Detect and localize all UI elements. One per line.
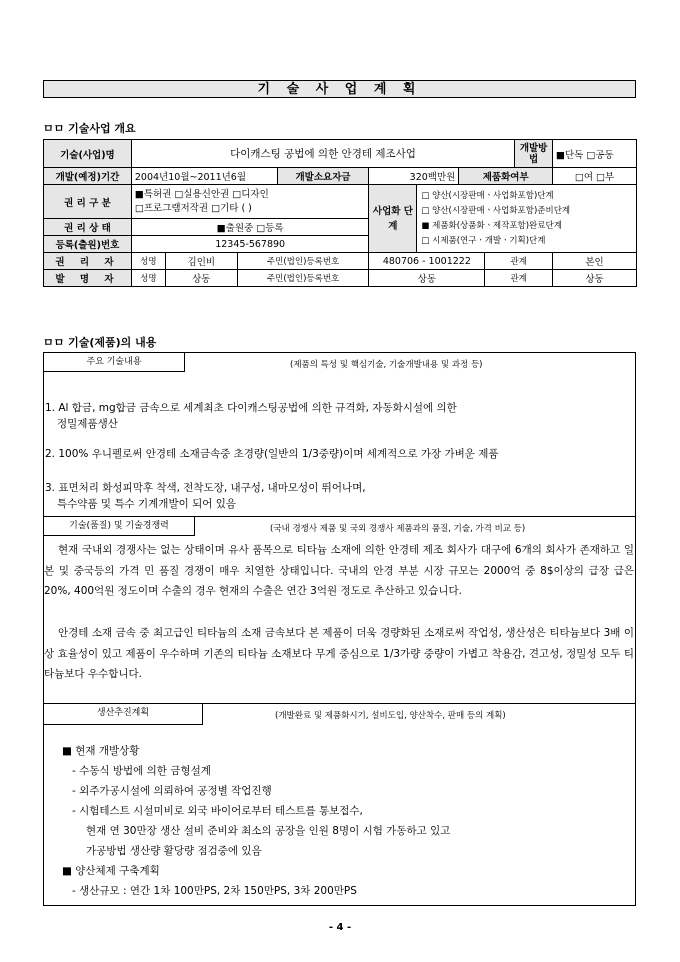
competitiveness-paragraph-1: 현재 국내외 경쟁사는 없는 상태이며 유사 품목으로 티타늄 소재에 의한 안경테 제조 회사가 대구에 6개의 회사가 존재하고 일본 및 중국등의 가격 민 품질 경쟁이 매우 치열한 상태입니다. 국내의 안경 부분 시장 규모는 2000억 중 8$이상의 급장 급은 20%, 400억원 정도이며 수출의 경우 현재의 수출은 연간 3억원 정도로 추산하고 있습니다. xyxy=(44,544,634,597)
reg-no-label: 등록(출원)번호 xyxy=(44,236,132,253)
production-line-6: 가공방법 생산량 활당량 점검중에 있음 xyxy=(86,845,262,857)
inventor-id: 상동 xyxy=(369,270,485,287)
production-note: (개발완료 및 제품화시기, 설비도입, 양산착수, 판매 등의 계획) xyxy=(275,711,506,721)
holder-name: 김인비 xyxy=(165,253,237,270)
competitiveness-note: (국내 경쟁사 제품 및 국외 경쟁사 제품과의 품질, 기술, 가격 비교 등) xyxy=(270,524,526,534)
stage-option-1: □ 양산(시장판매ㆍ사업화포함)단계 xyxy=(421,190,554,201)
tech-name-label: 기술(사업)명 xyxy=(44,140,132,168)
holder-label: 권 리 자 xyxy=(44,253,132,270)
production-line-3: - 외주가공시설에 의뢰하여 공정별 작업진행 xyxy=(72,785,272,797)
period-value: 2004년10월~2011년6월 xyxy=(131,168,277,185)
main-tech-item-1: 1. Al 합금, mg합금 금속으로 세계최초 다이캐스팅공법에 의한 규격화, 자동화시설에 의한 xyxy=(45,402,457,414)
dev-method-value: ■단독 □공동 xyxy=(553,140,637,168)
stage-option-2: □ 양산(시장판매ㆍ사업화포함)준비단계 xyxy=(421,205,571,216)
inventor-relation-label: 관계 xyxy=(485,270,553,287)
production-line-7: ■ 양산체제 구축계획 xyxy=(62,865,160,877)
inventor-label: 발 명 자 xyxy=(44,270,132,287)
overview-table xyxy=(43,139,637,287)
production-line-2: - 수동식 방법에 의한 금형설계 xyxy=(72,765,211,777)
inventor-name: 상동 xyxy=(165,270,237,287)
competitiveness-label: 기술(품질) 및 기술경쟁력 xyxy=(43,516,195,536)
period-label: 개발(예정)기간 xyxy=(44,168,132,185)
reg-no-value: 12345-567890 xyxy=(131,236,369,253)
stage-option-4: □ 시제품(연구ㆍ개발ㆍ기획)단계 xyxy=(421,235,546,246)
production-label: 생산추진계획 xyxy=(43,703,203,725)
rights-type-line1: ■특허권 □실용신안권 □디자인 xyxy=(134,188,269,200)
holder-id-label: 주민(법인)등록번호 xyxy=(237,253,369,270)
stage-label: 사업화 단 계 xyxy=(369,185,417,253)
rights-status-value: ■출원중 □등록 xyxy=(131,219,369,236)
production-line-1: ■ 현재 개발상황 xyxy=(62,745,140,757)
stage-option-3: ■ 제품화(상품화ㆍ제작포함)완료단계 xyxy=(421,220,562,231)
production-line-5: 현재 연 30만장 생산 설비 준비와 최소의 공장을 인원 8명이 시험 가동하고 있고 xyxy=(86,825,451,837)
main-tech-label: 주요 기술내용 xyxy=(43,352,185,372)
page-title: 기 술 사 업 계 획 xyxy=(43,80,636,98)
content-heading: ㅁㅁ 기술(제품)의 내용 xyxy=(43,336,157,349)
cost-label: 개발소요자금 xyxy=(277,168,369,185)
tech-name-value: 다이캐스팅 공법에 의한 안경테 제조사업 xyxy=(131,140,514,168)
competitiveness-paragraph-2: 안경테 소재 금속 중 최고급인 티타늄의 소재 금속보다 본 제품이 더욱 경량화된 소재로써 작업성, 생산성은 티타늄보다 3배 이상 효율성이 있고 제품이 우수하며 기존의 티타늄 소재보다 무게 중심으로 1/3가량 중량이 가볍고 착용감, 견고성, 정밀성 모두 티타늄보다 우수합니다. xyxy=(44,627,634,680)
rights-type-value xyxy=(131,185,369,219)
production-line-8: - 생산규모 : 연간 1차 100만PS, 2차 150만PS, 3차 200만PS xyxy=(72,885,357,897)
rights-type-line2: □프로그램저작권 □기타 ( ) xyxy=(134,202,252,214)
main-tech-item-1-cont: 정밀제품생산 xyxy=(57,418,118,430)
cost-value: 320백만원 xyxy=(369,168,459,185)
rights-type-label: 권 리 구 분 xyxy=(44,185,132,219)
inventor-relation: 상동 xyxy=(553,270,637,287)
holder-name-label: 성명 xyxy=(131,253,165,270)
rights-status-label: 권 리 상 태 xyxy=(44,219,132,236)
production-line-4: - 시험테스트 시설미비로 외국 바이어로부터 테스트를 통보접수, xyxy=(72,805,363,817)
holder-relation-label: 관계 xyxy=(485,253,553,270)
main-tech-item-3: 3. 표면처리 화성피막후 착색, 전착도장, 내구성, 내마모성이 뛰어나며, xyxy=(45,482,366,494)
main-tech-item-3-cont: 특수약품 및 특수 기계개발이 되어 있음 xyxy=(57,498,236,510)
overview-heading: ㅁㅁ 기술사업 개요 xyxy=(43,122,136,135)
page-number: - 4 - xyxy=(328,922,352,933)
main-tech-item-2: 2. 100% 우니펠로써 안경테 소재금속중 초경량(일반의 1/3중량)이며 세계적으로 가장 가벼운 제품 xyxy=(45,448,499,460)
stage-options xyxy=(417,185,637,253)
inventor-name-label: 성명 xyxy=(131,270,165,287)
holder-id: 480706 - 1001222 xyxy=(369,253,485,270)
commercial-label: 제품화여부 xyxy=(459,168,553,185)
main-tech-note: (제품의 특성 및 핵심기술, 기술개발내용 및 과정 등) xyxy=(290,360,483,370)
holder-relation: 본인 xyxy=(553,253,637,270)
commercial-value: □여 □부 xyxy=(553,168,637,185)
inventor-id-label: 주민(법인)등록번호 xyxy=(237,270,369,287)
dev-method-label: 개발방법 xyxy=(515,140,553,168)
